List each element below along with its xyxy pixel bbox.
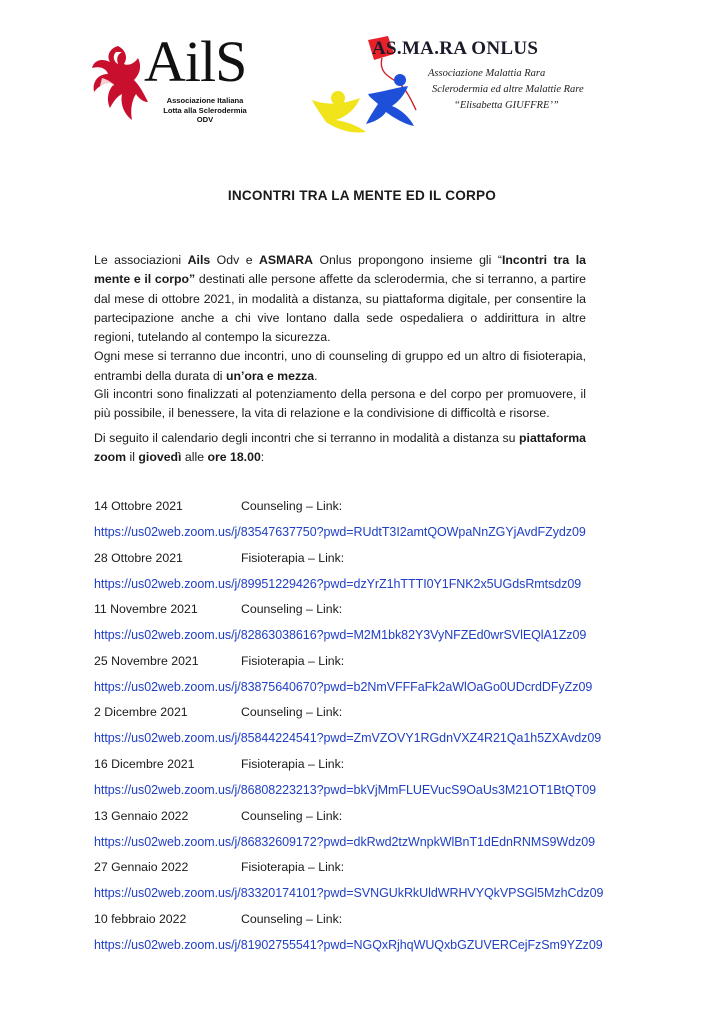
purpose-paragraph: Gli incontri sono finalizzati al potenziamento della persona e del corpo per promuovere, il più possibile, il benessere, la vita di relazione e la condivisione di difficoltà e risorse. [94, 387, 586, 421]
ails-line-1: Associazione Italiana [166, 96, 244, 105]
schedule-entry [94, 598, 674, 650]
schedule-intro-text-3: alle [181, 450, 208, 465]
intro-bold-event-name: Incontri tra la mente e il corpo” [94, 253, 586, 287]
entry-type: Counseling – Link: [241, 705, 343, 720]
schedule-entry [94, 650, 674, 702]
intro-paragraph [94, 251, 586, 386]
entry-type: Counseling – Link: [241, 602, 343, 617]
intro-text-6: . [314, 368, 318, 383]
schedule-entry [94, 856, 674, 908]
zoom-link[interactable]: https://us02web.zoom.us/j/86832609172?pwd=dkRwd2tzWnpkWlBnT1dEdnRNMS9Wdz09 [94, 834, 596, 849]
entry-type: Counseling – Link: [241, 911, 343, 926]
ails-line-3: ODV [196, 115, 214, 124]
asmara-logo [308, 36, 598, 136]
intro-bold-duration: un’ora e mezza [225, 368, 315, 383]
zoom-link[interactable]: https://us02web.zoom.us/j/89951229426?pwd=dzYrZ1hTTTI0Y1FNK2x5UGdsRmtsdz09 [94, 576, 582, 591]
entry-date: 25 Novembre 2021 [94, 653, 199, 668]
schedule-intro-text-4: : [260, 450, 265, 465]
asmara-line-3: “Elisabetta GIUFFRE’” [454, 100, 559, 111]
schedule-intro-bold-day: giovedì [138, 450, 182, 465]
entry-date: 11 Novembre 2021 [94, 602, 198, 617]
entry-type: Fisioterapia – Link: [241, 550, 345, 565]
schedule-intro-bold-time: ore 18.00 [207, 450, 261, 465]
schedule-intro-paragraph [94, 429, 586, 468]
ails-subtitle [150, 96, 260, 125]
schedule-entry [94, 805, 674, 857]
zoom-link[interactable]: https://us02web.zoom.us/j/85844224541?pwd=ZmVZOVY1RGdnVXZ4R21Qa1h5ZXAvdz09 [94, 731, 602, 746]
intro-text-1: Le associazioni [94, 253, 188, 267]
schedule-entry [94, 701, 674, 753]
intro-text-3: Onlus propongono insieme gli “ [313, 253, 502, 267]
asmara-title: AS.MA.RA ONLUS [372, 38, 539, 59]
ails-wordmark: AilS [144, 29, 247, 94]
asmara-line-1: Associazione Malattia Rara [428, 68, 546, 79]
zoom-link[interactable]: https://us02web.zoom.us/j/83320174101?pwd=SVNGUkRkUldWRHVYQkVPSGl5MzhCdz09 [94, 886, 604, 901]
entry-date: 10 febbraio 2022 [94, 911, 187, 926]
schedule-intro-text-1: Di seguito il calendario degli incontri che si terranno in modalità a distanza su [94, 431, 520, 445]
entry-date: 28 Ottobre 2021 [94, 550, 183, 565]
entry-type: Fisioterapia – Link: [241, 756, 345, 771]
ails-logo [88, 29, 268, 130]
intro-text-4: destinati alle persone affette da sclerodermia, che si terranno, a partire dal mese di ottobre 2021, in modalità a distanza, su piattaforma digitale, per consentire la partecipazione anche a chi vive lontano dalla sede ospedaliera o addirittura in altre regioni, tutelando al contempo la sicurezza. [94, 272, 586, 345]
document-title: INCONTRI TRA LA MENTE ED IL CORPO [227, 188, 497, 203]
phoenix-icon [88, 38, 150, 128]
schedule-intro-bold-platform: piattaforma zoom [94, 431, 586, 465]
entry-date: 27 Gennaio 2022 [94, 860, 189, 875]
entry-date: 16 Dicembre 2021 [94, 756, 195, 771]
schedule-intro-text-2: il [126, 450, 139, 465]
zoom-link[interactable]: https://us02web.zoom.us/j/86808223213?pwd=bkVjMmFLUEVucS9OaUs3M21OT1BtQT09 [94, 782, 597, 797]
entry-date: 14 Ottobre 2021 [94, 499, 183, 513]
intro-text-2: Odv e [210, 253, 260, 267]
schedule-entry [94, 908, 674, 960]
intro-bold-ails: Ails [187, 253, 211, 267]
intro-bold-asmara: ASMARA [259, 253, 314, 267]
zoom-link[interactable]: https://us02web.zoom.us/j/81902755541?pwd=NGQxRjhqWUQxbGZUVERCejFzSm9YZz09 [94, 937, 603, 952]
entry-type: Fisioterapia – Link: [241, 653, 345, 668]
asmara-line-2: Sclerodermia ed altre Malattie Rare [432, 84, 584, 95]
entry-type: Fisioterapia – Link: [241, 860, 345, 875]
intro-text-5: Ogni mese si terranno due incontri, uno di counseling di gruppo ed un altro di fisioterapia, entrambi della durata di [94, 349, 586, 383]
schedule-list [94, 495, 674, 959]
entry-type: Counseling – Link: [241, 499, 343, 513]
entry-date: 2 Dicembre 2021 [94, 705, 188, 720]
entry-date: 13 Gennaio 2022 [94, 808, 189, 823]
zoom-link[interactable]: https://us02web.zoom.us/j/83875640670?pwd=b2NmVFFFaFk2aWlOaGo0UDcrdDFyZz09 [94, 679, 593, 694]
entry-type: Counseling – Link: [241, 808, 343, 823]
schedule-entry [94, 495, 674, 547]
schedule-entry [94, 753, 674, 805]
ails-line-2: Lotta alla Sclerodermia [163, 105, 247, 115]
schedule-entry [94, 547, 674, 599]
zoom-link[interactable]: https://us02web.zoom.us/j/82863038616?pwd=M2M1bk82Y3VyNFZEd0wrSVlEQlA1Zz09 [94, 628, 587, 643]
zoom-link[interactable]: https://us02web.zoom.us/j/83547637750?pwd=RUdtT3I2amtQOWpaNnZGYjAvdFZydz09 [94, 525, 586, 539]
